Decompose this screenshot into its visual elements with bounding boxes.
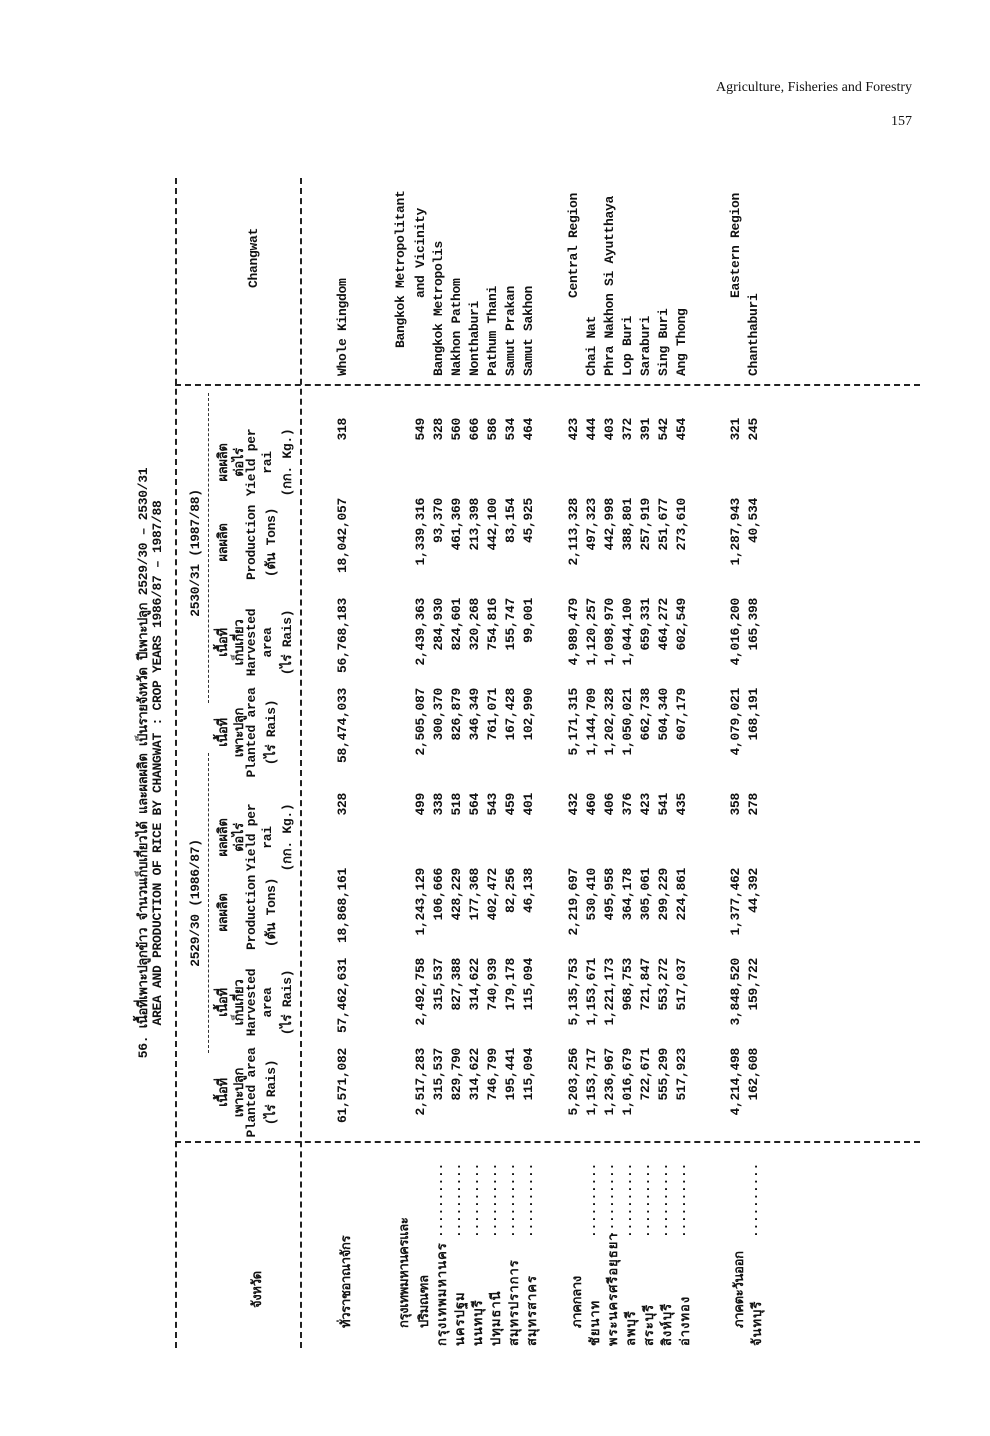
table-cell: 721,847: [638, 958, 653, 1011]
leader-dots: ..........: [656, 1162, 671, 1238]
table-cell: 155,747: [503, 598, 518, 651]
table-cell: 553,272: [656, 958, 671, 1011]
row-label-english: Chai Nat: [584, 315, 599, 376]
row-label-thai: ปริมณฑล: [417, 1275, 432, 1328]
table-cell: 428,229: [449, 868, 464, 921]
row-label-thai: สมุทรสาคร: [525, 1275, 540, 1346]
table-cell: 58,474,033: [335, 688, 350, 764]
column-header-line: (กก. Kg.): [280, 428, 295, 497]
table-cell: 1,236,967: [602, 1048, 617, 1116]
table-cell: 497,323: [584, 498, 599, 551]
column-header-line: Harvested: [244, 608, 259, 677]
row-label-thai: ทั่วราชอาณาจักร: [339, 1235, 354, 1328]
row-label-english: Saraburi: [638, 315, 653, 376]
leader-dots: ..........: [746, 1162, 761, 1238]
column-header-line: Yield per: [244, 803, 259, 872]
row-label-thai: ภาคตะวันออก: [732, 1251, 747, 1328]
table-cell: 162,608: [746, 1048, 761, 1101]
changwat-header-thai: จังหวัด: [250, 1271, 265, 1308]
table-cell: 459: [503, 793, 518, 816]
table-cell: 376: [620, 793, 635, 816]
table-cell: 761,071: [485, 688, 500, 741]
table-cell: 402,472: [485, 868, 500, 921]
table-cell: 106,666: [431, 868, 446, 921]
table-cell: 2,505,087: [413, 688, 428, 756]
table-cell: 1,016,679: [620, 1048, 635, 1116]
table-cell: 61,571,082: [335, 1048, 350, 1124]
column-header-line: เนื้อที่: [216, 718, 231, 747]
top-rule: [175, 178, 177, 1348]
row-label-english: Sing Buri: [656, 308, 671, 376]
table-cell: 314,622: [467, 1048, 482, 1101]
column-header-line: Planted area: [244, 687, 259, 778]
table-cell: 740,939: [485, 958, 500, 1011]
table-cell: 4,214,498: [728, 1048, 743, 1116]
row-label-english: Chanthaburi: [746, 293, 761, 376]
year-heading-1987: 2530/31 (1987/88): [188, 489, 203, 617]
table-cell: 454: [674, 418, 689, 441]
leader-dots: ..........: [449, 1162, 464, 1238]
table-cell: 659,331: [638, 598, 653, 651]
table-cell: 5,135,753: [566, 958, 581, 1026]
column-header-line: (ตัน Tons): [264, 877, 279, 948]
table-cell: 5,171,315: [566, 688, 581, 756]
table-cell: 1,153,671: [584, 958, 599, 1026]
table-cell: 2,492,758: [413, 958, 428, 1026]
table-cell: 607,179: [674, 688, 689, 741]
table-cell: 159,722: [746, 958, 761, 1011]
table-cell: 321: [728, 418, 743, 441]
table-cell: 464: [521, 418, 536, 441]
table-cell: 257,919: [638, 498, 653, 551]
table-cell: 364,178: [620, 868, 635, 921]
table-cell: 168,191: [746, 688, 761, 741]
table-cell: 518: [449, 793, 464, 816]
column-header-line: ผลผลิต: [216, 818, 231, 857]
table-cell: 1,377,462: [728, 868, 743, 936]
table-cell: 213,398: [467, 498, 482, 551]
table-cell: 517,923: [674, 1048, 689, 1101]
table-cell: 284,930: [431, 598, 446, 651]
table-cell: 18,042,057: [335, 498, 350, 574]
table-cell: 4,079,021: [728, 688, 743, 756]
leader-dots: ..........: [584, 1162, 599, 1238]
table-cell: 517,037: [674, 958, 689, 1011]
column-header-line: ผลผลิต: [216, 893, 231, 932]
table-cell: 224,861: [674, 868, 689, 921]
column-header-line: เพาะปลูก: [232, 707, 247, 758]
page-number: 157: [891, 114, 912, 129]
table-cell: 3,848,520: [728, 958, 743, 1026]
table-cell: 320,268: [467, 598, 482, 651]
table-cell: 499: [413, 793, 428, 816]
row-label-thai: พระนครศรีอยุธยา: [606, 1232, 621, 1346]
leader-dots: ..........: [467, 1162, 482, 1238]
table-cell: 401: [521, 793, 536, 816]
column-header-line: Production: [244, 875, 259, 951]
table-cell: 542: [656, 418, 671, 441]
table-cell: 442,100: [485, 498, 500, 551]
table-cell: 460: [584, 793, 599, 816]
table-cell: 318: [335, 418, 350, 441]
column-header-line: (ไร่ Rais): [280, 969, 295, 1036]
row-label-thai: นนทบุรี: [471, 1299, 486, 1346]
table-cell: 46,138: [521, 868, 536, 914]
row-label-english: Nakhon Pathom: [449, 278, 464, 376]
table-cell: 305,061: [638, 868, 653, 921]
leader-dots: ..........: [431, 1162, 446, 1238]
table-cell: 504,340: [656, 688, 671, 741]
table-cell: 388,801: [620, 498, 635, 551]
column-header-line: Planted area: [244, 1047, 259, 1138]
table-cell: 602,549: [674, 598, 689, 651]
table-cell: 328: [335, 793, 350, 816]
table-cell: 93,370: [431, 498, 446, 544]
row-label-thai: สระบุรี: [642, 1303, 657, 1346]
table-cell: 179,178: [503, 958, 518, 1011]
table-cell: 245: [746, 418, 761, 441]
row-label-thai: ชัยนาท: [588, 1299, 603, 1346]
table-title-thai: 56. เนื้อที่เพาะปลูกข้าว จำนวนเก็บเกี่ยวได้ และผลผลิต เป็นรายจังหวัด ปีเพาะปลูก 2529/30 – 2530/31: [136, 467, 151, 1059]
table-cell: 826,879: [449, 688, 464, 741]
table-cell: 315,537: [431, 958, 446, 1011]
row-label-thai: ปทุมธานี: [489, 1290, 504, 1346]
table-cell: 432: [566, 793, 581, 816]
row-label-thai: ลพบุรี: [624, 1310, 639, 1346]
table-cell: 754,816: [485, 598, 500, 651]
row-label-english: Ang Thong: [674, 308, 689, 376]
table-cell: 829,790: [449, 1048, 464, 1101]
column-header-line: Harvested: [244, 968, 259, 1037]
right-column-divider: [175, 384, 920, 386]
column-header-line: rai: [260, 826, 275, 849]
column-header-line: เก็บเกี่ยว: [232, 979, 247, 1026]
table-cell: 299,229: [656, 868, 671, 921]
table-cell: 177,368: [467, 868, 482, 921]
column-header-line: (ไร่ Rais): [264, 699, 279, 766]
table-cell: 555,299: [656, 1048, 671, 1101]
row-label-english: Samut Prakan: [503, 285, 518, 376]
table-cell: 56,768,183: [335, 598, 350, 674]
table-cell: 534: [503, 418, 518, 441]
table-cell: 827,388: [449, 958, 464, 1011]
table-cell: 18,868,161: [335, 868, 350, 944]
leader-dots: ..........: [503, 1162, 518, 1238]
table-cell: 40,534: [746, 498, 761, 544]
table-cell: 1,202,328: [602, 688, 617, 756]
table-cell: 406: [602, 793, 617, 816]
table-cell: 372: [620, 418, 635, 441]
row-label-english: Nonthaburi: [467, 300, 482, 376]
row-label-thai: กรุงเทพมหานคร: [435, 1242, 450, 1346]
year-heading-1986: 2529/30 (1986/87): [188, 839, 203, 967]
table-cell: 1,050,021: [620, 688, 635, 756]
table-cell: 1,144,709: [584, 688, 599, 756]
table-cell: 358: [728, 793, 743, 816]
table-cell: 586: [485, 418, 500, 441]
table-cell: 435: [674, 793, 689, 816]
table-cell: 1,339,316: [413, 498, 428, 566]
table-cell: 346,349: [467, 688, 482, 741]
table-cell: 251,677: [656, 498, 671, 551]
table-cell: 83,154: [503, 498, 518, 544]
column-header-line: ผลผลิต: [216, 523, 231, 562]
table-cell: 115,094: [521, 958, 536, 1011]
column-header-line: Yield per: [244, 428, 259, 497]
row-label-english: Bangkok Metropolis: [431, 240, 446, 376]
table-cell: 1,221,173: [602, 958, 617, 1026]
table-cell: 666: [467, 418, 482, 441]
table-cell: 549: [413, 418, 428, 441]
row-label-thai: สมุทรปราการ: [507, 1259, 522, 1346]
row-label-thai: กรุงเทพมหานครและ: [397, 1217, 412, 1328]
table-cell: 2,113,328: [566, 498, 581, 566]
leader-dots: ..........: [602, 1162, 617, 1238]
table-cell: 530,410: [584, 868, 599, 921]
table-cell: 2,517,283: [413, 1048, 428, 1116]
table-cell: 1,044,100: [620, 598, 635, 666]
column-header-line: ผลผลิต: [216, 443, 231, 482]
table-cell: 464,272: [656, 598, 671, 651]
table-cell: 560: [449, 418, 464, 441]
leader-dots: ..........: [620, 1162, 635, 1238]
table-cell: 1,243,129: [413, 868, 428, 936]
table-cell: 165,398: [746, 598, 761, 651]
column-header-line: rai: [260, 451, 275, 474]
table-cell: 300,370: [431, 688, 446, 741]
leader-dots: ..........: [521, 1162, 536, 1238]
row-label-english: Central Region: [566, 192, 581, 298]
row-label-english: Lop Buri: [620, 315, 635, 376]
table-cell: 82,256: [503, 868, 518, 914]
column-header-line: ต่อไร่: [232, 823, 247, 852]
table-cell: 444: [584, 418, 599, 441]
leader-dots: ..........: [674, 1162, 689, 1238]
column-header-line: (ตัน Tons): [264, 507, 279, 578]
column-header-line: เนื้อที่: [216, 988, 231, 1017]
table-cell: 328: [431, 418, 446, 441]
table-cell: 543: [485, 793, 500, 816]
leader-dots: ..........: [485, 1162, 500, 1238]
table-cell: 461,369: [449, 498, 464, 551]
table-cell: 662,738: [638, 688, 653, 741]
row-label-english: Whole Kingdom: [335, 278, 350, 376]
table-cell: 195,441: [503, 1048, 518, 1101]
table-cell: 824,601: [449, 598, 464, 651]
table-cell: 968,753: [620, 958, 635, 1011]
column-header-line: area: [260, 987, 275, 1018]
table-cell: 1,098,970: [602, 598, 617, 666]
row-label-thai: นครปฐม: [453, 1291, 468, 1346]
table-cell: 722,671: [638, 1048, 653, 1101]
column-header-line: ต่อไร่: [232, 448, 247, 477]
running-head: Agriculture, Fisheries and Forestry: [716, 80, 912, 95]
table-cell: 338: [431, 793, 446, 816]
header-bottom-rule: [300, 178, 302, 1348]
row-label-thai: สิงห์บุรี: [660, 1302, 675, 1346]
column-header-line: area: [260, 627, 275, 658]
table-cell: 273,610: [674, 498, 689, 551]
table-cell: 4,989,479: [566, 598, 581, 666]
table-cell: 1,153,717: [584, 1048, 599, 1116]
left-column-divider: [175, 1141, 920, 1143]
row-label-english: Samut Sakhon: [521, 285, 536, 376]
column-header-line: (ไร่ Rais): [280, 609, 295, 676]
table-cell: 5,203,256: [566, 1048, 581, 1116]
row-label-thai: อ่างทอง: [678, 1295, 693, 1346]
table-cell: 564: [467, 793, 482, 816]
table-cell: 1,120,257: [584, 598, 599, 666]
row-label-thai: จันทบุรี: [750, 1300, 765, 1346]
table-cell: 115,094: [521, 1048, 536, 1101]
table-cell: 2,219,697: [566, 868, 581, 936]
row-label-english: Bangkok Metropolitant: [393, 190, 408, 348]
column-header-line: (ไร่ Rais): [264, 1059, 279, 1126]
changwat-header-english: Changwat: [246, 227, 261, 288]
leader-dots: ..........: [638, 1162, 653, 1238]
table-cell: 57,462,631: [335, 958, 350, 1034]
table-cell: 746,799: [485, 1048, 500, 1101]
table-title-english: AREA AND PRODUCTION OF RICE BY CHANGWAT : CROP YEARS 1986/87 – 1987/88: [150, 500, 165, 1026]
column-header-line: เนื้อที่: [216, 1078, 231, 1107]
table-cell: 314,622: [467, 958, 482, 1011]
table-cell: 541: [656, 793, 671, 816]
column-header-line: เก็บเกี่ยว: [232, 619, 247, 666]
year-underline-1: [208, 753, 209, 1053]
table-cell: 102,990: [521, 688, 536, 741]
column-header-line: เพาะปลูก: [232, 1067, 247, 1118]
table-cell: 2,439,363: [413, 598, 428, 666]
row-label-english: Phra Nakhon Si Ayutthaya: [602, 195, 617, 376]
column-header-line: Production: [244, 505, 259, 581]
rice-area-production-table: [130, 178, 920, 1348]
column-header-line: เนื้อที่: [216, 628, 231, 657]
row-label-english: Eastern Region: [728, 192, 743, 298]
table-cell: 442,998: [602, 498, 617, 551]
table-cell: 423: [566, 418, 581, 441]
year-underline-2: [208, 393, 209, 703]
table-cell: 99,001: [521, 598, 536, 644]
table-cell: 1,287,943: [728, 498, 743, 566]
row-label-english: and Vicinity: [413, 207, 428, 298]
table-cell: 391: [638, 418, 653, 441]
table-cell: 45,925: [521, 498, 536, 544]
table-cell: 278: [746, 793, 761, 816]
table-cell: 167,428: [503, 688, 518, 741]
table-cell: 495,958: [602, 868, 617, 921]
table-cell: 423: [638, 793, 653, 816]
row-label-thai: ภาคกลาง: [570, 1276, 585, 1328]
table-cell: 403: [602, 418, 617, 441]
column-header-line: (กก. Kg.): [280, 803, 295, 872]
table-cell: 4,016,200: [728, 598, 743, 666]
table-cell: 44,392: [746, 868, 761, 914]
row-label-english: Pathum Thani: [485, 285, 500, 376]
table-cell: 315,537: [431, 1048, 446, 1101]
